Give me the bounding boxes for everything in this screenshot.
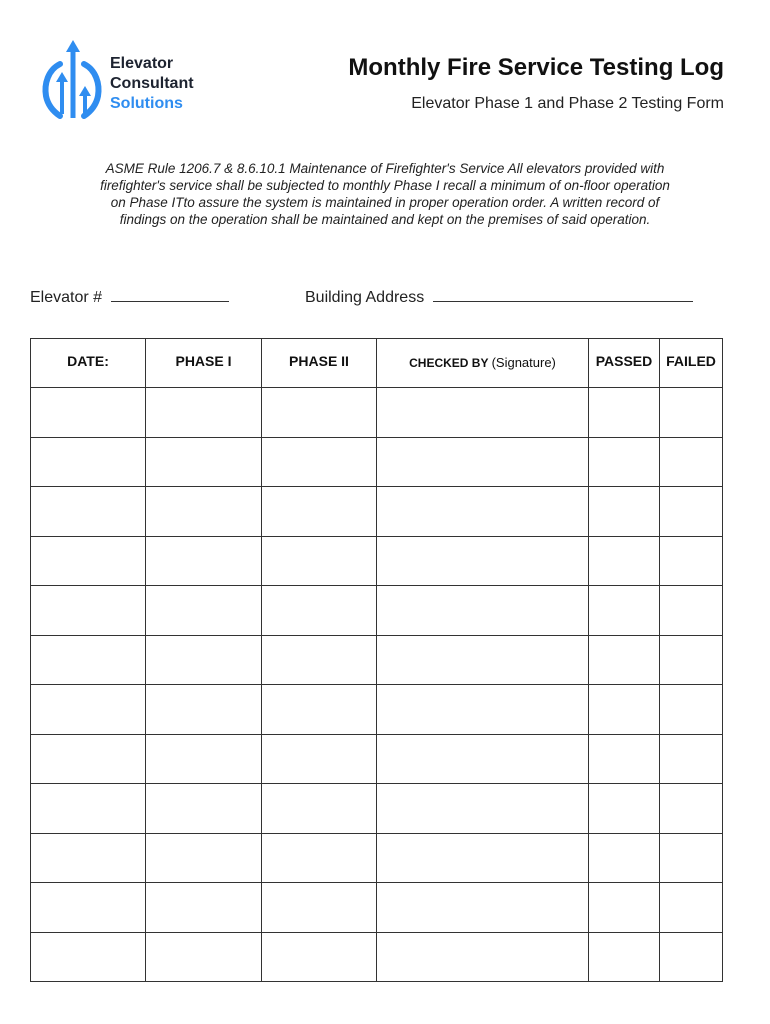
table-row: [31, 883, 723, 933]
building-address-field: [305, 287, 693, 307]
cell-phase2[interactable]: [262, 883, 377, 933]
cell-checked-by[interactable]: [377, 833, 589, 883]
page-title: Monthly Fire Service Testing Log: [348, 54, 724, 81]
cell-date[interactable]: [31, 437, 146, 487]
cell-date[interactable]: [31, 784, 146, 834]
cell-failed[interactable]: [660, 734, 723, 784]
cell-failed[interactable]: [660, 487, 723, 537]
cell-checked-by[interactable]: [377, 536, 589, 586]
cell-failed[interactable]: [660, 685, 723, 735]
cell-failed[interactable]: [660, 784, 723, 834]
cell-passed[interactable]: [589, 635, 660, 685]
cell-phase2[interactable]: [262, 734, 377, 784]
cell-phase1[interactable]: [146, 586, 262, 636]
table-row: [31, 685, 723, 735]
table-row: [31, 932, 723, 982]
asme-rule-notice: ASME Rule 1206.7 & 8.6.10.1 Maintenance of Firefighter's Service All elevators provided with firefighter's service shall be subjected to monthly Phase I recall a minimum of on-floor operation on Phase ITto assure the system is maintained in proper operation order. A written record of findings on the operation shall be maintained and kept on the premises of said operation.: [100, 161, 670, 227]
cell-passed[interactable]: [589, 883, 660, 933]
cell-failed[interactable]: [660, 883, 723, 933]
logo-wordmark: [110, 54, 194, 114]
cell-passed[interactable]: [589, 536, 660, 586]
cell-phase1[interactable]: [146, 635, 262, 685]
cell-phase2[interactable]: [262, 586, 377, 636]
cell-date[interactable]: [31, 932, 146, 982]
cell-checked-by[interactable]: [377, 487, 589, 537]
table-header-row: [31, 339, 723, 388]
cell-phase1[interactable]: [146, 784, 262, 834]
table-row: [31, 784, 723, 834]
cell-passed[interactable]: [589, 784, 660, 834]
cell-phase1[interactable]: [146, 437, 262, 487]
cell-failed[interactable]: [660, 437, 723, 487]
cell-failed[interactable]: [660, 932, 723, 982]
building-address-label: Building Address: [305, 289, 425, 306]
cell-phase1[interactable]: [146, 685, 262, 735]
column-header-passed: PASSED: [589, 339, 660, 388]
cell-failed[interactable]: [660, 586, 723, 636]
cell-phase2[interactable]: [262, 487, 377, 537]
cell-phase1[interactable]: [146, 487, 262, 537]
cell-date[interactable]: [31, 883, 146, 933]
cell-phase2[interactable]: [262, 437, 377, 487]
column-header-checked-by: [377, 339, 589, 388]
cell-date[interactable]: [31, 685, 146, 735]
cell-failed[interactable]: [660, 388, 723, 438]
table-row: [31, 586, 723, 636]
cell-passed[interactable]: [589, 833, 660, 883]
cell-checked-by[interactable]: [377, 635, 589, 685]
cell-passed[interactable]: [589, 586, 660, 636]
cell-passed[interactable]: [589, 685, 660, 735]
cell-phase1[interactable]: [146, 536, 262, 586]
cell-checked-by[interactable]: [377, 685, 589, 735]
column-header-phase2: PHASE II: [262, 339, 377, 388]
table-row: [31, 388, 723, 438]
cell-phase2[interactable]: [262, 685, 377, 735]
cell-phase1[interactable]: [146, 388, 262, 438]
cell-checked-by[interactable]: [377, 437, 589, 487]
cell-checked-by[interactable]: [377, 784, 589, 834]
testing-log-table: [30, 338, 723, 982]
cell-date[interactable]: [31, 487, 146, 537]
cell-phase2[interactable]: [262, 536, 377, 586]
cell-date[interactable]: [31, 635, 146, 685]
table-body: [31, 388, 723, 982]
cell-phase1[interactable]: [146, 932, 262, 982]
table-row: [31, 487, 723, 537]
cell-date[interactable]: [31, 586, 146, 636]
logo-line-2: Consultant: [110, 75, 194, 92]
logo-line-1: Elevator: [110, 55, 174, 72]
cell-checked-by[interactable]: [377, 586, 589, 636]
cell-date[interactable]: [31, 388, 146, 438]
elevator-arrows-icon: [40, 38, 104, 122]
table-row: [31, 734, 723, 784]
cell-phase2[interactable]: [262, 635, 377, 685]
cell-failed[interactable]: [660, 536, 723, 586]
signature-label: (Signature): [491, 355, 556, 370]
column-header-date: DATE:: [31, 339, 146, 388]
cell-date[interactable]: [31, 536, 146, 586]
building-address-blank[interactable]: [433, 287, 693, 302]
cell-passed[interactable]: [589, 437, 660, 487]
column-header-failed: FAILED: [660, 339, 723, 388]
cell-failed[interactable]: [660, 833, 723, 883]
cell-failed[interactable]: [660, 635, 723, 685]
cell-checked-by[interactable]: [377, 388, 589, 438]
cell-passed[interactable]: [589, 932, 660, 982]
elevator-number-field: [30, 287, 229, 307]
table-row: [31, 833, 723, 883]
cell-date[interactable]: [31, 734, 146, 784]
page-subtitle: Elevator Phase 1 and Phase 2 Testing Form: [411, 95, 724, 112]
cell-passed[interactable]: [589, 734, 660, 784]
cell-checked-by[interactable]: [377, 932, 589, 982]
logo-line-3: Solutions: [110, 95, 183, 112]
column-header-phase1: PHASE I: [146, 339, 262, 388]
cell-phase2[interactable]: [262, 932, 377, 982]
cell-phase1[interactable]: [146, 734, 262, 784]
cell-passed[interactable]: [589, 388, 660, 438]
cell-passed[interactable]: [589, 487, 660, 537]
cell-checked-by[interactable]: [377, 883, 589, 933]
elevator-number-blank[interactable]: [111, 287, 229, 302]
table-row: [31, 437, 723, 487]
cell-checked-by[interactable]: [377, 734, 589, 784]
cell-phase2[interactable]: [262, 388, 377, 438]
cell-phase2[interactable]: [262, 833, 377, 883]
table-row: [31, 536, 723, 586]
cell-date[interactable]: [31, 833, 146, 883]
company-logo: [40, 38, 230, 122]
cell-phase1[interactable]: [146, 883, 262, 933]
checked-by-label: CHECKED BY: [409, 356, 489, 370]
table-row: [31, 635, 723, 685]
elevator-number-label: Elevator #: [30, 289, 103, 306]
cell-phase2[interactable]: [262, 784, 377, 834]
cell-phase1[interactable]: [146, 833, 262, 883]
